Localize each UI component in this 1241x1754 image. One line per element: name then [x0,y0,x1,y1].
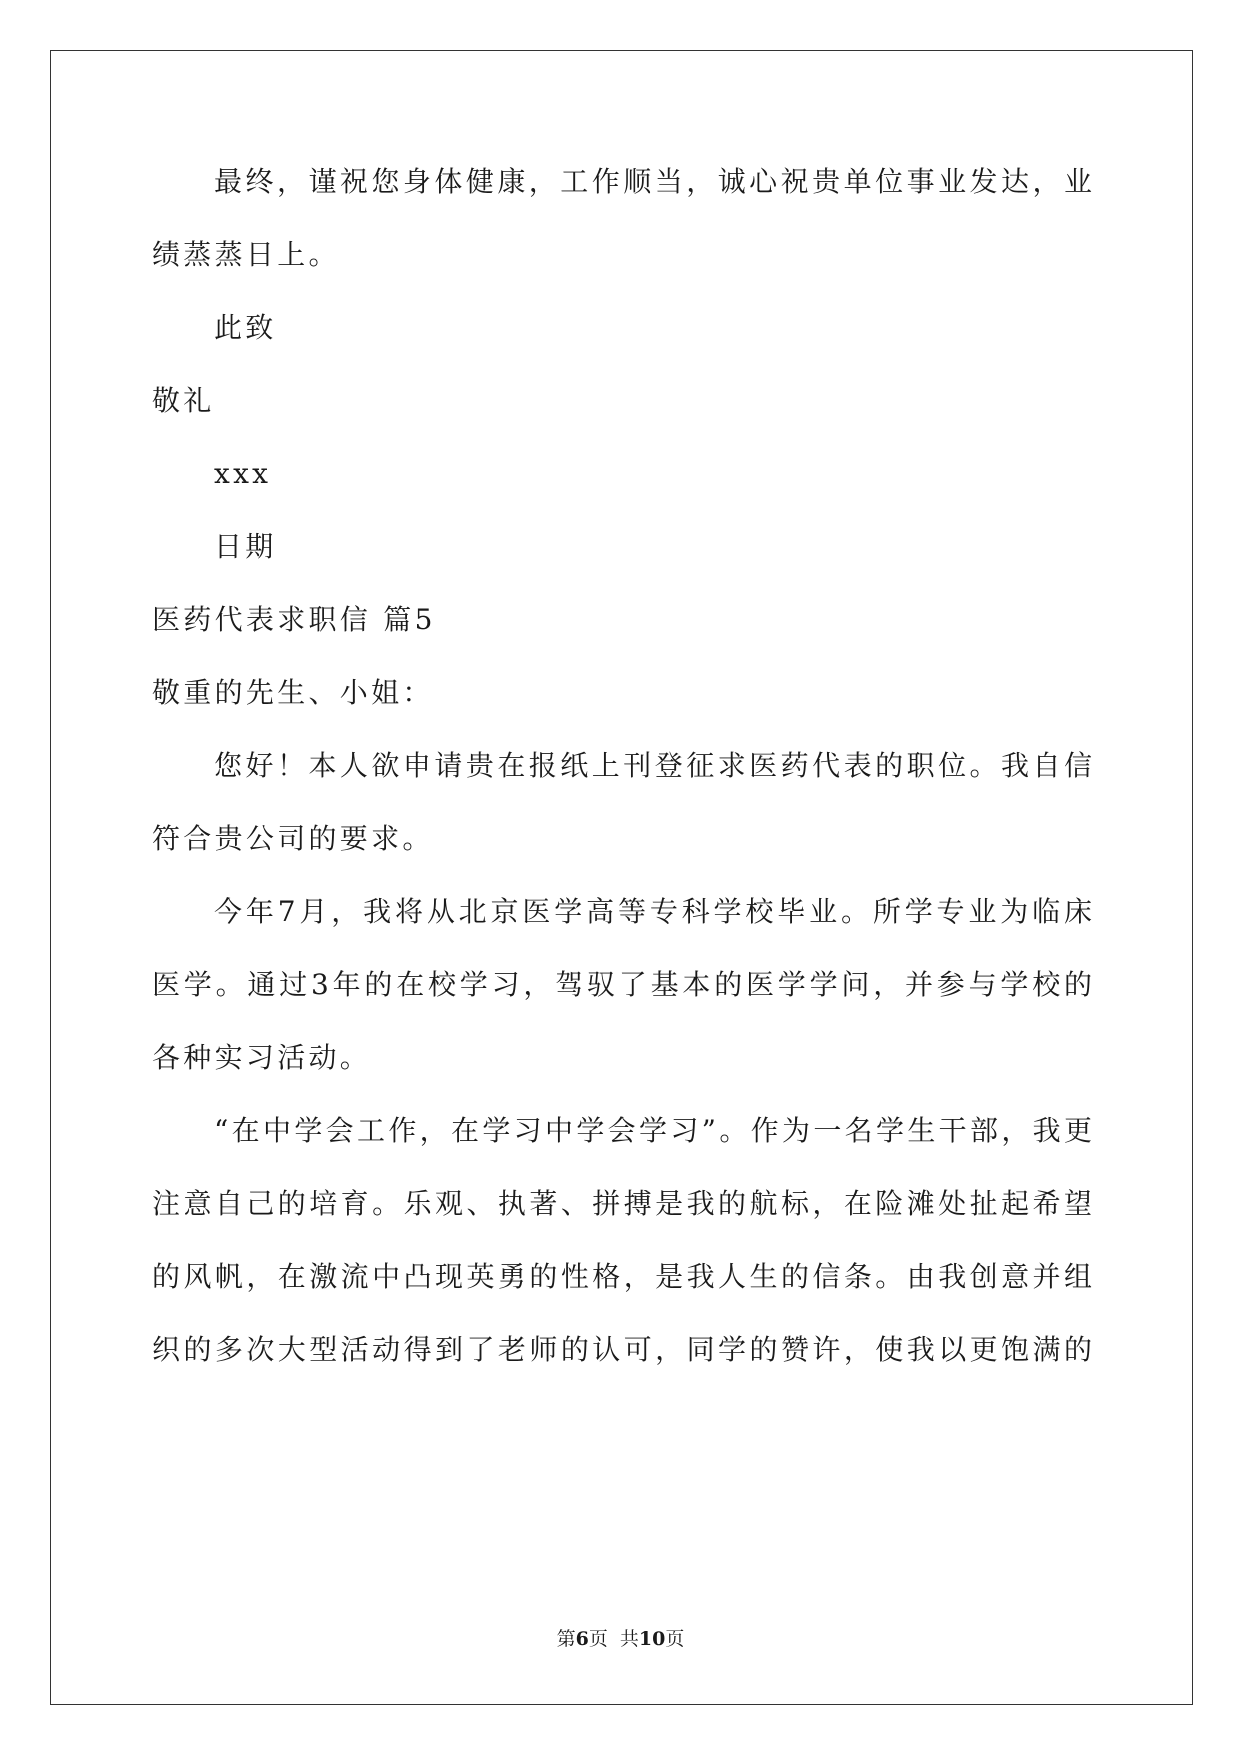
text-line: 的风帆，在激流中凸现英勇的性格，是我人生的信条。由我创意并组 [152,1260,1092,1293]
text-line: 今年7月，我将从北京医学高等专科学校毕业。所学专业为临床 [214,895,1092,928]
footer-prefix: 第 [556,1628,576,1650]
footer-total-suffix: 页 [665,1628,685,1650]
text-line: 您好！本人欲申请贵在报纸上刊登征求医药代表的职位。我自信 [214,749,1092,782]
page-border [50,50,1193,1705]
text-line: 符合贵公司的要求。 [152,822,434,855]
total-pages-number: 10 [638,1628,666,1650]
text-line: 绩蒸蒸日上。 [152,238,340,271]
section-heading: 医药代表求职信 篇5 [152,603,436,636]
text-line: 各种实习活动。 [152,1041,372,1074]
letter-greeting: 敬重的先生、小姐： [152,676,434,709]
text-line: 医学。通过3年的在校学习，驾驭了基本的医学学问，并参与学校的 [152,968,1092,1001]
text-line: 最终，谨祝您身体健康，工作顺当，诚心祝贵单位事业发达，业 [214,165,1092,198]
text-line: 织的多次大型活动得到了老师的认可，同学的赞许，使我以更饱满的 [152,1333,1092,1366]
closing-respect: 敬礼 [152,384,215,417]
text-line: 注意自己的培育。乐观、执著、拼搏是我的航标，在险滩处扯起希望 [152,1187,1092,1220]
footer-total-prefix: 共 [619,1628,639,1650]
signature-date: 日期 [214,530,277,563]
closing-salutation: 此致 [214,311,277,344]
text-line: “在中学会工作，在学习中学会学习”。作为一名学生干部，我更 [214,1114,1092,1147]
footer-page-suffix: 页 [588,1628,608,1650]
signature-name: xxx [214,457,272,490]
page-footer [0,1627,1241,1651]
current-page-number: 6 [575,1628,589,1650]
